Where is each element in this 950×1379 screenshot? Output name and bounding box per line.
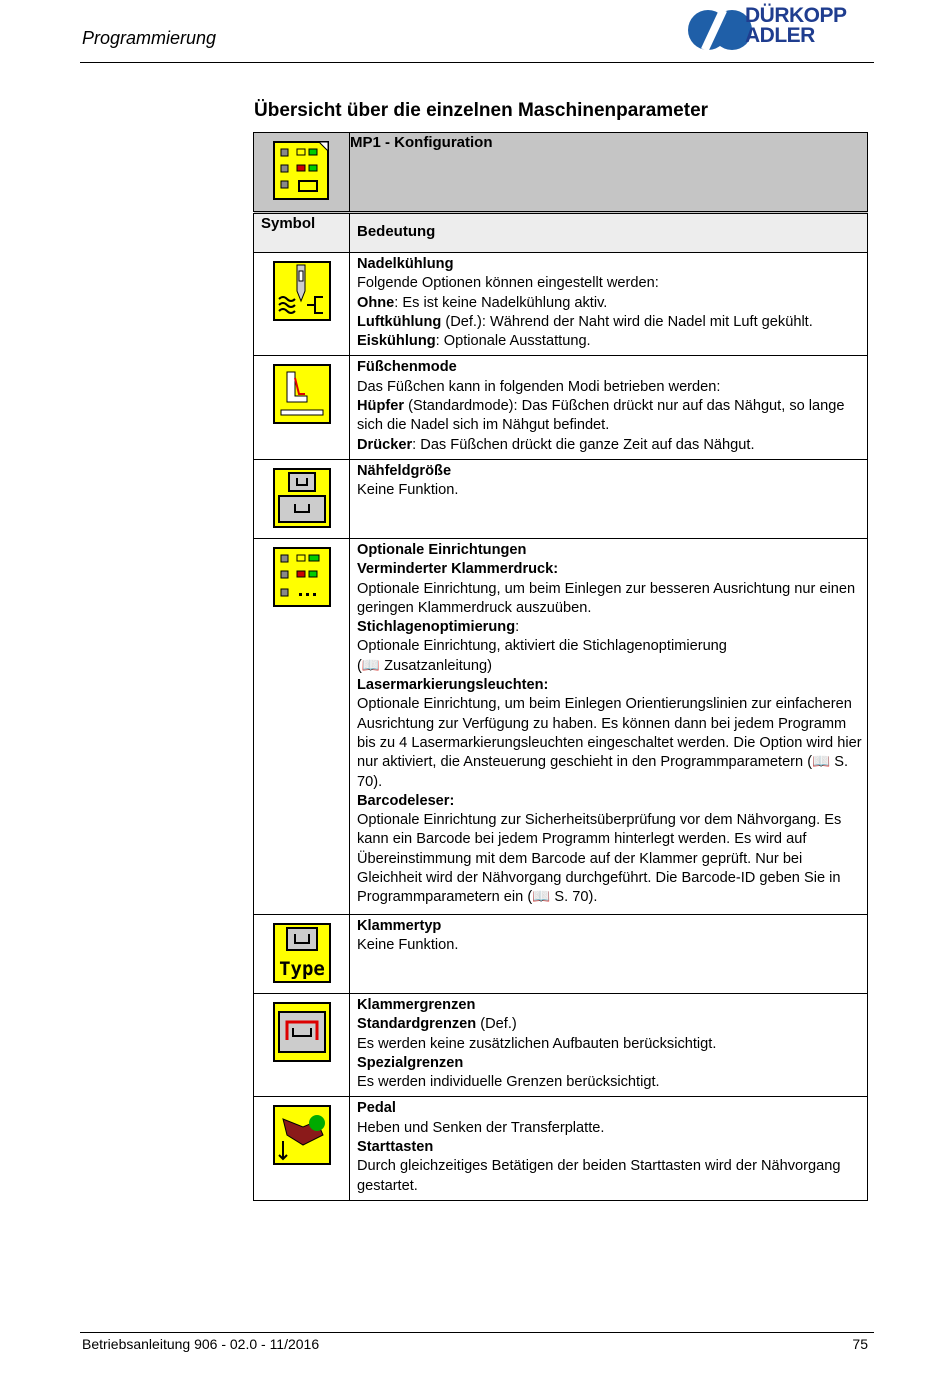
sewing-field-size-icon — [273, 468, 331, 528]
pedal-icon — [273, 1105, 331, 1165]
column-header-meaning: Bedeutung — [350, 213, 868, 253]
page-number: 75 — [852, 1336, 868, 1352]
svg-text:Type: Type — [278, 957, 325, 980]
row-description: Klammertyp Keine Funktion. — [350, 914, 868, 993]
menu-label: MP1 - Konfiguration — [350, 133, 868, 213]
row-description: Füßchenmode Das Füßchen kann in folgenden Modi betrieben werden: Hüpfer (Standardmode): Das Füßchen drückt nur auf das Nähgut, so lange sich die Nadel sich im Nähgut befindet. Drücker: Das Füßchen drückt die ganze Zeit auf das Nähgut. — [350, 356, 868, 459]
footer-rule — [80, 1332, 874, 1333]
table-row — [254, 993, 868, 1096]
menu-icon-cell — [254, 133, 350, 213]
row-description: Optionale Einrichtungen Verminderter Klammerdruck: Optionale Einrichtung, um beim Einlegen zur besseren Ausrichtung nur einen geringen Klammerdruck auszuüben. Stichlagenoptimierung: Optionale Einrichtung, aktiviert die Stichlagenoptimierung (📖 Zusatzanleitung) Lasermarkierungsleuchten: Optionale Einrichtung, um beim Einlegen Orientierungslinien zur einfacheren Ausrichtung zur Verfügung zu haben. Es können dann bei jedem Programm bis zu 4 Lasermarkierungsleuchten eingeschaltet werden. Die Option wird hier nur aktiviert, die Ansteuerung geschieht in den Programmparametern (📖 S. 70). Barcodeleser: Optionale Einrichtung zur Sicherheitsüberprüfung vor dem Nähvorgang. Es kann ein Barcode bei jedem Programm hinterlegt werden. Es wird auf Übereinstimmung mit dem Barcode auf der Klammer geprüft. Nur bei Gleichheit wird der Nähvorgang durchgeführt. Die Barcode-ID geben Sie in Programmparametern ein (📖 S. 70). — [350, 538, 868, 914]
presser-foot-icon — [273, 364, 331, 424]
table-row — [254, 914, 868, 993]
page-header-title: Programmierung — [82, 28, 217, 48]
needle-cooling-icon — [273, 261, 331, 321]
table-row — [254, 459, 868, 538]
optional-devices-icon — [273, 547, 331, 607]
row-description: Nadelkühlung Folgende Optionen können eingestellt werden: Ohne: Es ist keine Nadelkühlung aktiv. Luftkühlung (Def.): Während der Naht wird die Nadel mit Luft gekühlt. Eiskühlung: Optionale Ausstattung. — [350, 253, 868, 356]
clamp-type-icon — [273, 923, 331, 983]
table-row — [254, 356, 868, 459]
header-rule — [80, 62, 874, 63]
configuration-menu-icon — [273, 141, 331, 201]
clamp-limits-icon — [273, 1002, 331, 1062]
row-description: Pedal Heben und Senken der Transferplatte. Starttasten Durch gleichzeitiges Betätigen der beiden Starttasten wird der Nähvorgang gestartet. — [350, 1097, 868, 1200]
row-description: Klammergrenzen Standardgrenzen (Def.) Es werden keine zusätzlichen Aufbauten berücksichtigt. Spezialgrenzen Es werden individuelle Grenzen berücksichtigt. — [350, 993, 868, 1096]
brand-name: DÜRKOPP ADLER — [745, 4, 847, 47]
table-row — [254, 1097, 868, 1200]
table-row — [254, 253, 868, 356]
parameter-table — [253, 132, 868, 1201]
table-row — [254, 538, 868, 914]
column-header-symbol: Symbol — [254, 213, 350, 253]
footer-document-info: Betriebsanleitung 906 - 02.0 - 11/2016 — [82, 1336, 320, 1352]
row-description: Nähfeldgröße Keine Funktion. — [350, 459, 868, 538]
section-title: Übersicht über die einzelnen Maschinenparameter — [254, 100, 709, 121]
